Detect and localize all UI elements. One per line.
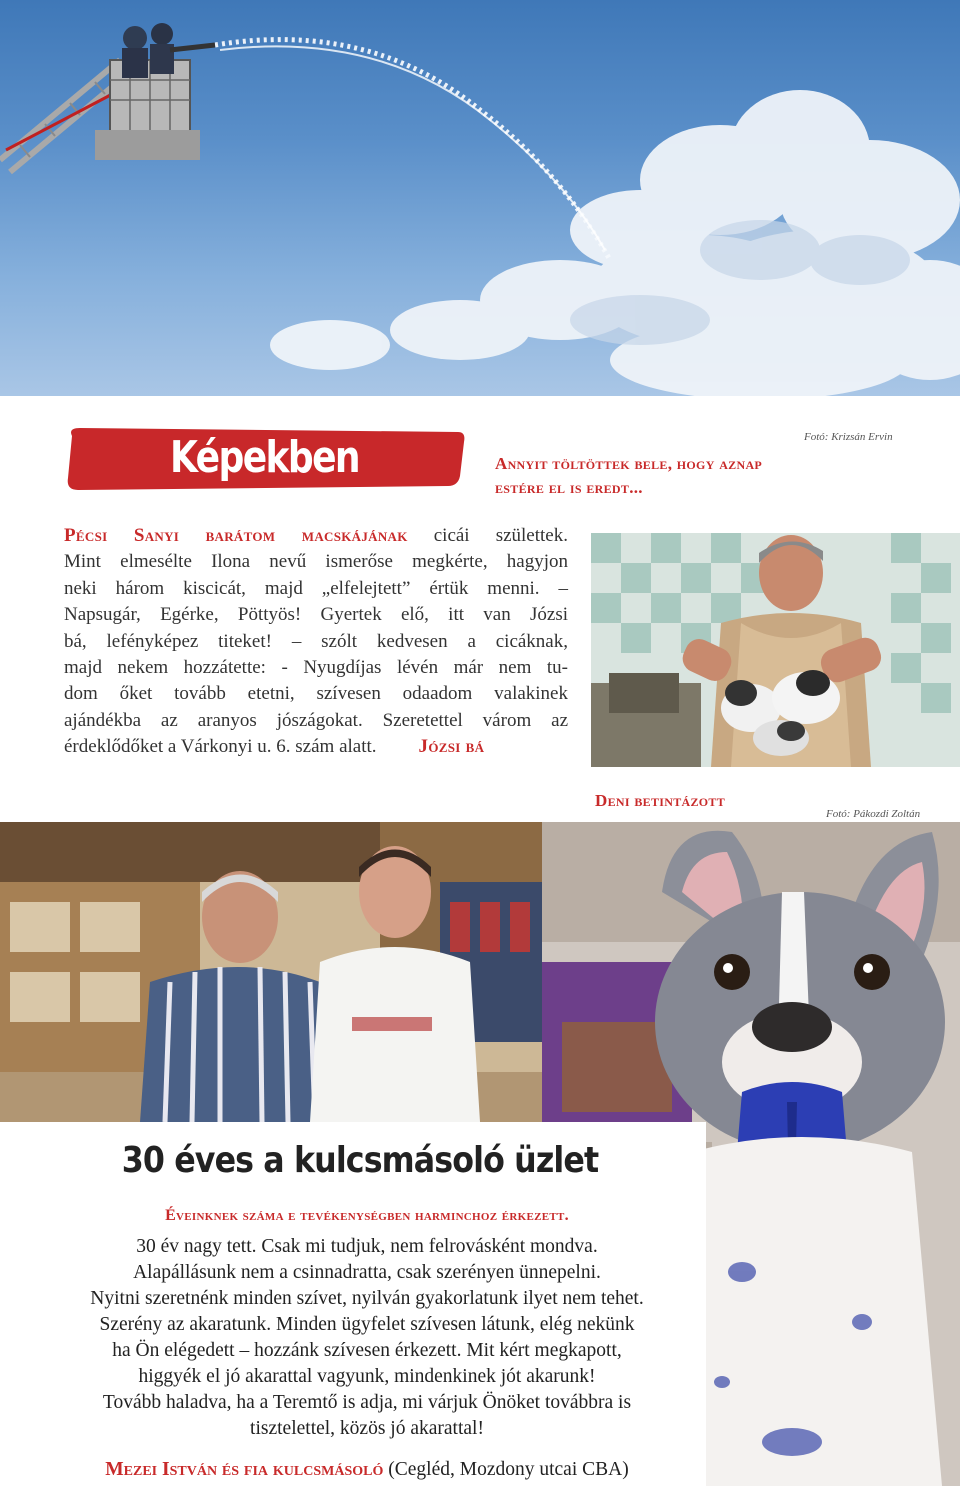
shop-article-line: Szerény az akaratunk. Minden ügyfelet szívesen látunk, elég nekünk [99,1314,635,1335]
fire-truck-photo-credit: Fotó: Krizsán Ervin [804,431,893,443]
fire-truck-caption [495,452,915,500]
photo-notch [0,396,494,426]
shop-article-body [0,1234,734,1442]
kitten-article-line: majd nekem hozzátette: - Nyugdíjas lévén már nem tu- [64,657,568,679]
section-title: Képekben [170,432,359,483]
shop-article-title: 30 éves a kulcsmásoló üzlet [121,1140,599,1181]
shop-owners-photo-drawing [0,822,542,1122]
shop-article-lead: Éveinknek száma e tevékenységben harminchoz érkezett. [165,1207,569,1224]
kitten-article-signature: Józsi bá [418,736,485,758]
shop-article-signature-name: Mezei István és fia kulcsmásoló [105,1459,384,1480]
kitten-article-line: érdeklődőket a Várkonyi u. 6. szám alatt. Józsi bá [64,736,485,758]
shop-article-line: higgyék el jó akarattal vagyunk, mindenkinek jót akarunk! [138,1366,596,1387]
shop-owners-photo [0,822,542,1122]
kitten-photo [591,533,960,767]
shop-article-line: Nyitni szeretnénk minden szívet, nyilván gyakorlatunk ilyet nem tehet. [90,1288,644,1309]
kitten-article-line: Mint elmesélte Ilona nevű ismerőse megkérte, hagyjon [64,551,568,573]
shop-article-signature [0,1459,734,1481]
kitten-article-lead: Pécsi Sanyi barátom macskájának [64,525,408,546]
shop-article-location: (Cegléd, Mozdony utcai CBA) [383,1459,629,1480]
section-header [64,426,468,492]
kitten-article-line: bá, lefényképez titeket! – szólt kedvesen a cicáknak, [64,630,568,652]
dog-photo-credit: Fotó: Pákozdi Zoltán [826,808,921,820]
shop-article-line: 30 év nagy tett. Csak mi tudjuk, nem felrovásként mondva. [136,1236,598,1257]
fire-truck-caption-line1: Annyit töltöttek bele, hogy aznap [495,454,763,473]
shop-article-line: tisztelettel, közös jó akarattal! [250,1418,484,1439]
kitten-article-line: neki három kiscicát, majd „elfelejtett” értük menni. – [64,577,568,599]
kitten-photo-drawing [591,533,960,767]
kitten-article-line: Pécsi Sanyi barátom macskájának cicái születtek. [64,525,568,546]
kitten-article-line: dom őket tovább etetni, szívesen odaadom valakinek [64,683,568,705]
shop-article-line: Tovább haladva, ha a Teremtő is adja, mi várjuk Önöket továbbra is [102,1392,632,1413]
fire-truck-caption-line2: estére el is eredt... [495,478,643,497]
shop-article-line: Alapállásunk nem a csinnadratta, csak szerényen ünnepelni. [133,1262,601,1283]
shop-article-line: ha Ön elégedett – hozzánk szívesen érkezett. Mit kért megkapott, [112,1340,622,1361]
kitten-article-line: Napsugár, Egérke, Pöttyös! Gyertek elő, itt van Józsi [64,604,568,626]
kitten-article-line: ajándékba az aranyos jószágokat. Szeretettel várom az [64,709,568,731]
fire-truck-photo [0,0,960,396]
fire-truck-photo-drawing [0,0,960,396]
kitten-article [64,523,568,761]
dog-caption: Deni betintázott [595,791,726,810]
